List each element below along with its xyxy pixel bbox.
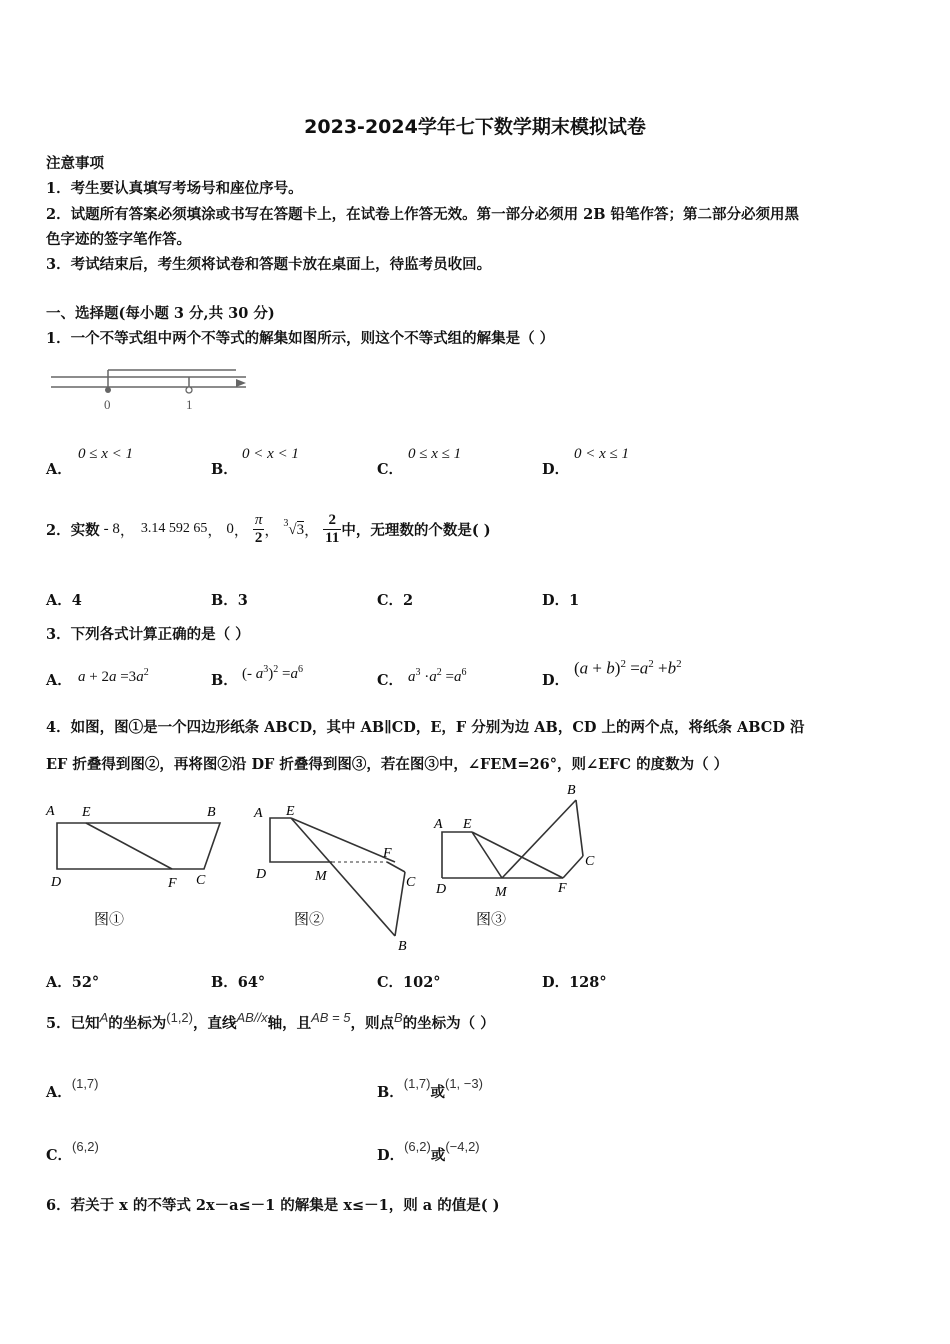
- closed-point-0: [105, 387, 111, 393]
- svg-text:A: A: [254, 806, 263, 821]
- q3-option-d-label: D．: [542, 672, 570, 689]
- q2-option-a: A．4: [46, 592, 82, 609]
- axis-label-0: 0: [104, 397, 111, 412]
- q1-option-a: 0 ≤ x < 1: [78, 446, 134, 462]
- svg-text:C: C: [406, 875, 416, 890]
- q2-option-c: C．2: [377, 592, 414, 609]
- q1-option-c: 0 ≤ x ≤ 1: [408, 446, 462, 462]
- svg-text:M: M: [495, 885, 507, 900]
- svg-text:C: C: [585, 854, 595, 869]
- svg-text:F: F: [383, 846, 392, 861]
- q1-option-d: 0 < x ≤ 1: [574, 446, 630, 462]
- q5-option-b: B．(1,7)或(1, −3): [377, 1076, 483, 1101]
- q4-option-c: C．102°: [377, 974, 441, 991]
- axis-label-1: 1: [186, 397, 193, 412]
- q5-option-d: D．(6,2)或(−4,2): [377, 1139, 480, 1164]
- question-4-stem-line2: EF 折叠得到图②，再将图②沿 DF 折叠得到图③，若在图③中，∠FEM=26°，则∠EFC 的度数为（ ）: [46, 756, 729, 773]
- q5-option-a: A．(1,7): [46, 1076, 99, 1101]
- notice-item: 色字迹的签字笔作答。: [46, 231, 191, 248]
- q3-option-a: $a + 2a =3a^2$: [78, 667, 149, 685]
- q1-option-c-label: C．: [377, 461, 404, 478]
- q5-option-c: C．(6,2): [46, 1139, 99, 1164]
- svg-text:M: M: [315, 869, 327, 884]
- q3-option-b-label: B．: [211, 672, 238, 689]
- figure-3-caption: 图③: [476, 912, 507, 928]
- figure-2: [250, 796, 430, 958]
- svg-text:E: E: [286, 804, 295, 819]
- svg-text:B: B: [398, 939, 407, 954]
- notice-item: 1．考生要认真填写考场号和座位序号。: [46, 180, 303, 197]
- q1-option-b: 0 < x < 1: [242, 446, 299, 462]
- svg-text:A: A: [434, 817, 443, 832]
- figure-3: [430, 780, 610, 932]
- label-B: B: [207, 805, 216, 820]
- notice-item: 3．考试结束后，考生须将试卷和答题卡放在桌面上，待监考员收回。: [46, 256, 492, 273]
- q4-option-b: B．64°: [211, 974, 266, 991]
- notice-item: 2．试题所有答案必须填涂或书写在答题卡上，在试卷上作答无效。第一部分必须用 2B 铅笔作答；第二部分必须用黑: [46, 206, 800, 223]
- q3-option-b: (- $a^3)^2 =a^6$: [242, 664, 303, 682]
- label-A: A: [46, 804, 55, 819]
- svg-text:E: E: [463, 817, 472, 832]
- question-6-stem: 6．若关于 x 的不等式 2x－a≤－1 的解集是 x≤－1，则 a 的值是( ): [46, 1197, 500, 1214]
- q1-option-d-label: D．: [542, 461, 570, 478]
- page-title: 2023-2024学年七下数学期末模拟试卷: [304, 116, 646, 138]
- label-C: C: [196, 873, 206, 888]
- svg-text:F: F: [558, 881, 567, 896]
- question-5-stem: 5．已知A的坐标为(1,2)，直线AB//x轴，且AB = 5，则点B的坐标为（ ）: [46, 1010, 495, 1032]
- section-heading: 一、选择题(每小题 3 分,共 30 分): [46, 305, 275, 322]
- q4-option-a: A．52°: [46, 974, 100, 991]
- question-2-stem: 2．实数 - 8 ， 3.14 592 65 ， 0 ， $\frac{\pi}{2}$ ， $^3$√3 ， $\frac{2}{11}$ 中，无理数的个数是( ): [46, 511, 491, 546]
- figure-1: [44, 796, 234, 936]
- q4-option-d: D．128°: [542, 974, 607, 991]
- q3-option-a-label: A．: [46, 672, 72, 689]
- q3-option-c-label: C．: [377, 672, 404, 689]
- question-1-stem: 1．一个不等式组中两个不等式的解集如图所示，则这个不等式组的解集是（ ）: [46, 330, 555, 347]
- q1-option-b-label: B．: [211, 461, 238, 478]
- figure-1-caption: 图①: [94, 912, 125, 928]
- number-line-figure: [46, 362, 256, 414]
- open-point-1: [186, 387, 192, 393]
- q2-option-b: B．3: [211, 592, 248, 609]
- svg-text:D: D: [436, 882, 447, 897]
- label-D: D: [51, 875, 62, 890]
- q3-option-d: $(a + b)^2 =a^2 +b^2$: [574, 658, 682, 678]
- notice-heading: 注意事项: [46, 155, 104, 172]
- question-4-stem-line1: 4．如图，图①是一个四边形纸条 ABCD，其中 AB∥CD，E，F 分别为边 AB，CD 上的两个点，将纸条 ABCD 沿: [46, 719, 805, 736]
- svg-text:B: B: [567, 783, 576, 798]
- question-3-stem: 3．下列各式计算正确的是（ ）: [46, 626, 250, 643]
- q2-option-d: D．1: [542, 592, 580, 609]
- q1-option-a-label: A．: [46, 461, 72, 478]
- svg-text:D: D: [256, 867, 267, 882]
- figure-2-caption: 图②: [294, 912, 325, 928]
- label-F: F: [168, 876, 177, 891]
- label-E: E: [82, 805, 91, 820]
- q3-option-c: $a^3 \cdot a^2 =a^6$: [408, 667, 467, 685]
